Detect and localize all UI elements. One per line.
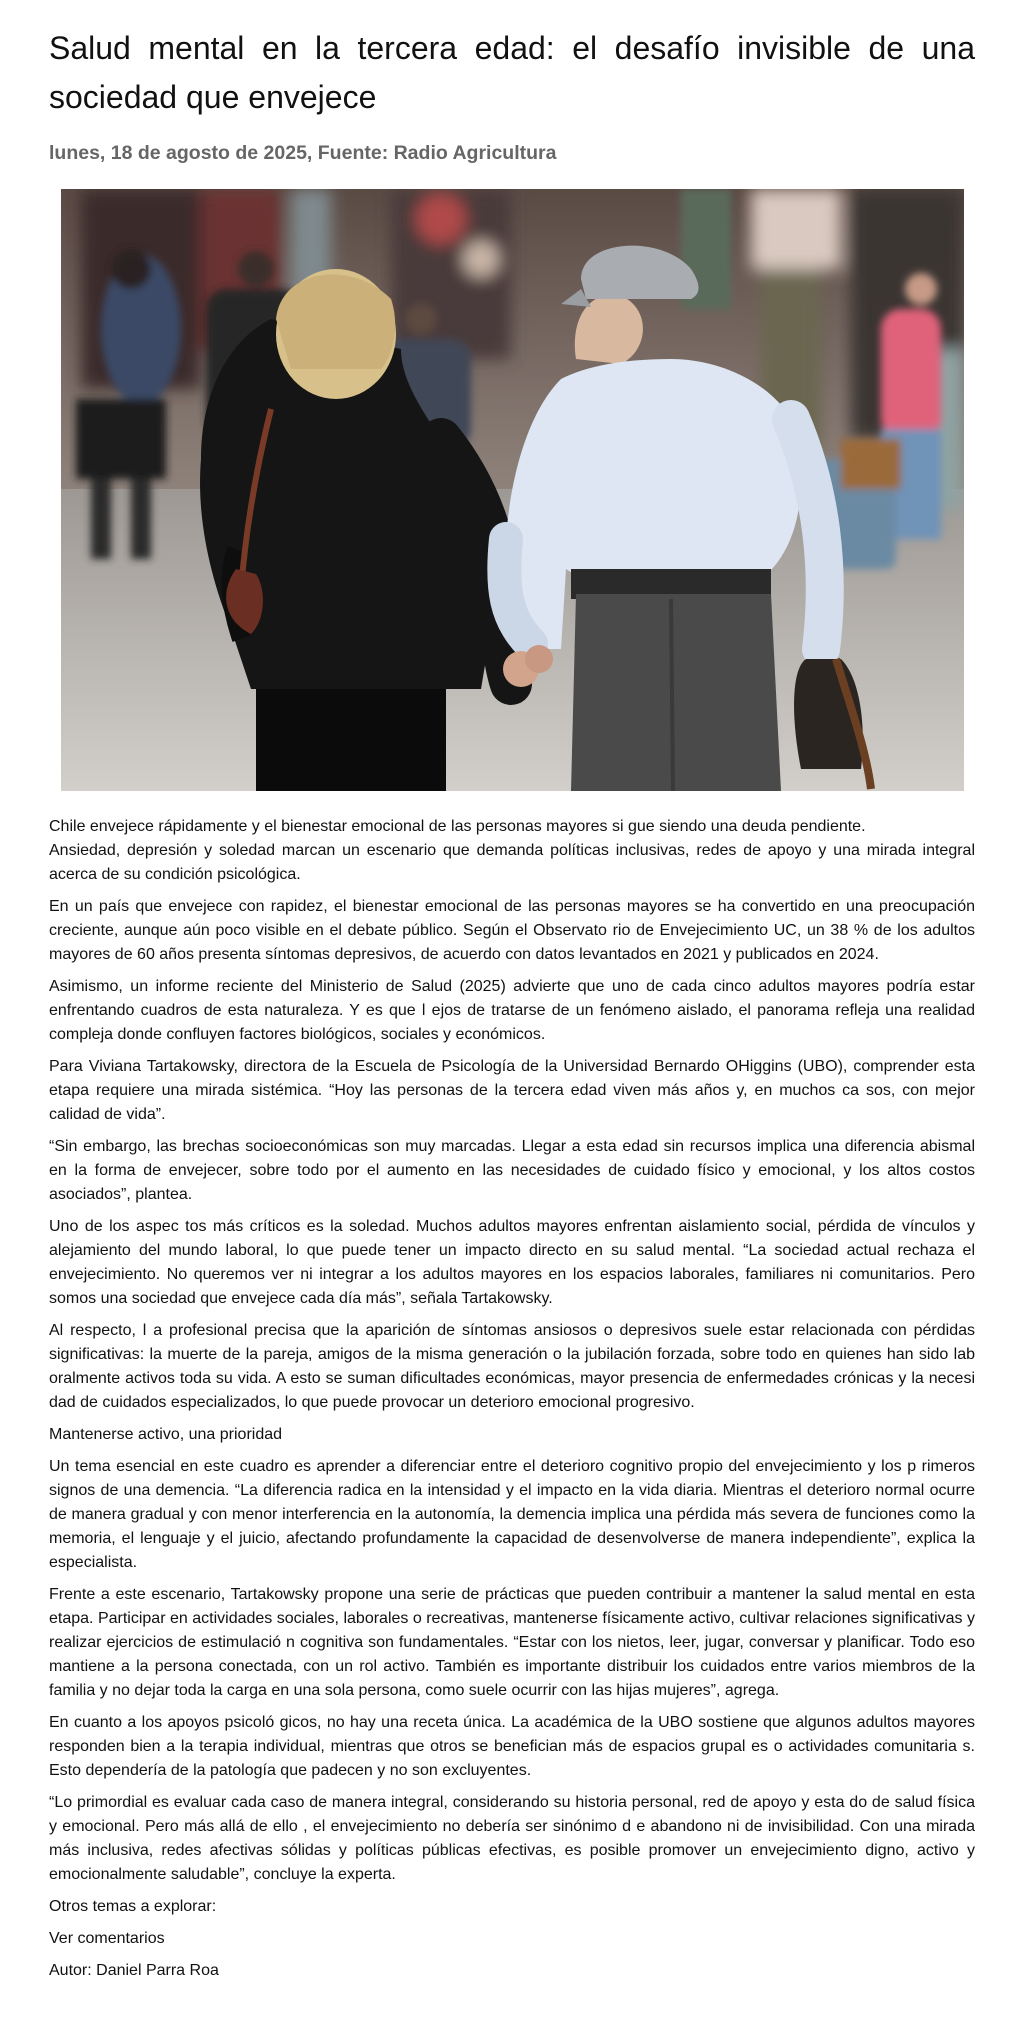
paragraph: Frente a este escenario, Tartakowsky propone una serie de prácticas que pueden contribuir a mantener la salud mental en esta etapa. Participar en actividades sociales, laborales o recreativas, mantenerse físicamente activo, cultivar relaciones significativas y realizar ejercicios de estimulació n cognitiva son fundamentales. “Estar con los nietos, leer, jugar, conversar y planificar. Todo eso mantiene a la persona conectada, con un rol activo. También es importante distribuir los cuidados entre varios miembros de la familia y no dejar toda la carga en una sola persona, como suele ocurrir con las hijas mujeres”, agrega. <box>49 1586 975 1699</box>
paragraph: En cuanto a los apoyos psicoló gicos, no hay una receta única. La académica de la UBO sostiene que algunos adultos mayores responden bien a la terapia individual, mientras que otros se benefician más de espacios grupal es o actividades comunitaria s. Esto dependería de la patología que padecen y no son excluyentes. <box>49 1714 975 1779</box>
photo-elderly-couple-walking <box>61 189 964 791</box>
article-meta: lunes, 18 de agosto de 2025, Fuente: Radio Agricultura <box>49 142 557 164</box>
paragraph: En un país que envejece con rapidez, el bienestar emocional de las personas mayores se ha convertido en una preocupación creciente, aunque aún poco visible en el debate público. Según el Observato rio de Envejecimiento UC, un 38 % de los adultos mayores de 60 años presenta síntomas depresivos, de acuerdo con datos levantados en 2021 y publicados en 2024. <box>49 898 975 963</box>
lead-line-2: Ansiedad, depresión y soledad marcan un escenario que demanda políticas inclusivas, redes de apoyo y una mirada integral acerca de su condición psicológica. <box>49 842 975 883</box>
comments-link[interactable]: Ver comentarios <box>49 1930 165 1947</box>
paragraph: Uno de los aspec tos más críticos es la soledad. Muchos adultos mayores enfrentan aislamiento social, pérdida de vínculos y alejamiento del mundo laboral, lo que puede tener un impacto directo en su salud mental. “La sociedad actual rechaza el envejecimiento. No queremos ver ni integrar a los adultos mayores en los espacios laborales, familiares ni comunitarios. Pero somos una sociedad que envejece cada día más”, señala Tartakowsky. <box>49 1218 975 1307</box>
paragraph: Un tema esencial en este cuadro es aprender a diferenciar entre el deterioro cognitivo propio del envejecimiento y los p rimeros signos de una demencia. “La diferencia radica en la intensidad y el impacto en la vida diaria. Mientras el deterioro normal ocurre de manera gradual y con menor interferencia en la autonomía, la demencia implica una pérdida más severa de funciones como la memoria, el lenguaje y el juicio, afectando profundamente la capacidad de desenvolverse de manera independiente”, explica la especialista. <box>49 1458 975 1571</box>
article-body <box>49 815 975 1983</box>
author-line: Autor: Daniel Parra Roa <box>49 1962 219 1979</box>
paragraph: Para Viviana Tartakowsky, directora de la Escuela de Psicología de la Universidad Bernardo OHiggins (UBO), comprender esta etapa requiere una mirada sistémica. “Hoy las personas de la tercera edad viven más años y, en muchos ca sos, con mejor calidad de vida”. <box>49 1058 975 1123</box>
explore-label: Otros temas a explorar: <box>49 1898 217 1915</box>
lead-line-1: Chile envejece rápidamente y el bienestar emocional de las personas mayores si gue siendo una deuda pendiente. <box>49 818 866 835</box>
article-lead <box>49 815 975 887</box>
section-subheading: Mantenerse activo, una prioridad <box>49 1426 283 1443</box>
article-title: Salud mental en la tercera edad: el desafío invisible de una sociedad que envejece <box>49 30 975 115</box>
paragraph: Al respecto, l a profesional precisa que la aparición de síntomas ansiosos o depresivos suele estar relacionada con pérdidas significativas: la muerte de la pareja, amigos de la misma generación o la jubilación forzada, sobre todo en quienes han sido lab oralmente activos toda su vida. A esto se suman dificultades económicas, mayor presencia de enfermedades crónicas y la necesi dad de cuidados especializados, lo que puede provocar un deterioro emocional progresivo. <box>49 1322 975 1411</box>
paragraph: “Lo primordial es evaluar cada caso de manera integral, considerando su historia personal, red de apoyo y esta do de salud física y emocional. Pero más allá de ello , el envejecimiento no debería ser sinónimo d e abandono ni de invisibilidad. Con una mirada más inclusiva, redes afectivas sólidas y políticas públicas efectivas, es posible promover un envejecimiento digno, activo y emocionalmente saludable”, concluye la experta. <box>49 1794 975 1883</box>
paragraph: Asimismo, un informe reciente del Ministerio de Salud (2025) advierte que uno de cada cinco adultos mayores podría estar enfrentando cuadros de esta naturaleza. Y es que l ejos de tratarse de un fenómeno aislado, el panorama refleja una realidad compleja donde confluyen factores biológicos, sociales y económicos. <box>49 978 975 1043</box>
article-photo <box>61 189 964 791</box>
paragraph: “Sin embargo, las brechas socioeconómicas son muy marcadas. Llegar a esta edad sin recursos implica una diferencia abismal en la forma de envejecer, sobre todo por el aumento en las necesidades de cuidado físico y emocional, y los altos costos asociados”, plantea. <box>49 1138 975 1203</box>
